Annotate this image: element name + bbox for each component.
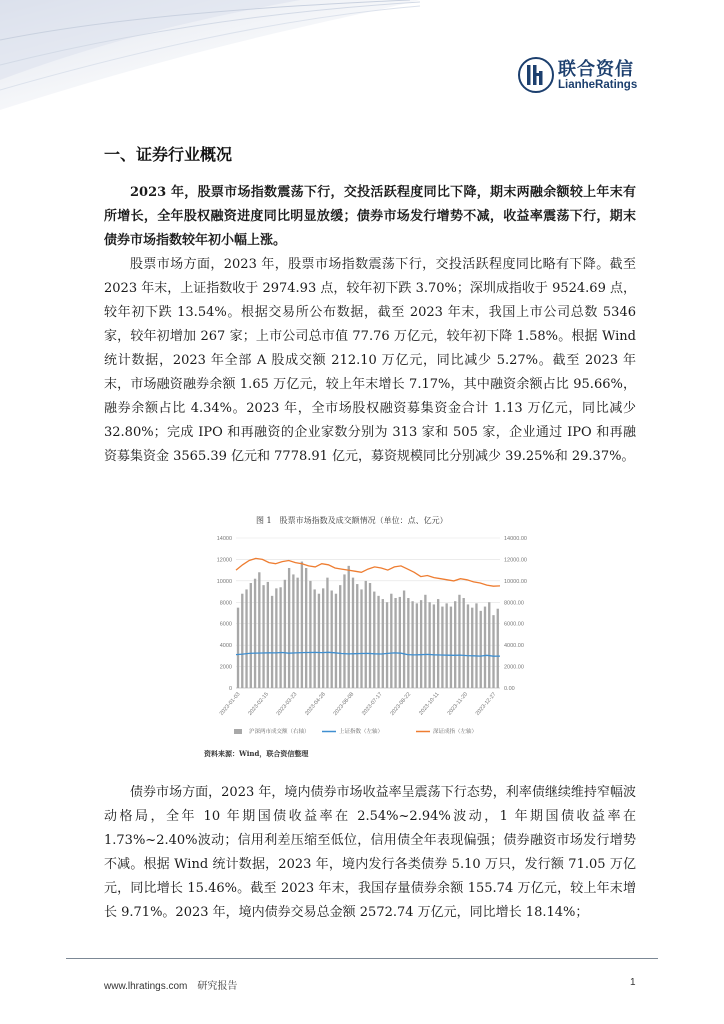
turnover-bar: [313, 589, 315, 688]
x-axis-tick-label: 2023-03-23: [275, 691, 299, 717]
turnover-bar: [369, 583, 371, 688]
turnover-bar: [296, 578, 298, 688]
turnover-bar: [450, 607, 452, 688]
turnover-bar: [284, 580, 286, 688]
turnover-bar: [262, 585, 264, 688]
turnover-bar: [411, 601, 413, 688]
right-axis-tick-label: 2000.00: [504, 664, 524, 671]
left-axis-tick-label: 10000: [216, 578, 232, 585]
footer-website-link[interactable]: www.lhratings.com: [104, 981, 188, 992]
turnover-bar: [322, 588, 324, 688]
turnover-bar: [463, 598, 465, 688]
right-axis-tick-label: 4000.00: [504, 643, 524, 650]
turnover-bar: [420, 600, 422, 688]
turnover-bar: [467, 604, 469, 688]
right-axis-tick-label: 6000.00: [504, 621, 524, 628]
right-axis-tick-label: 14000.00: [504, 536, 527, 542]
figure-title: 图 1 股票市场指数及成交额情况（单位：点、亿元）: [256, 516, 448, 525]
turnover-bar: [382, 599, 384, 688]
section-title: 一、证券行业概况: [104, 145, 233, 164]
turnover-bar: [348, 566, 350, 688]
chart-bars-turnover: [237, 562, 499, 688]
turnover-bar: [254, 579, 256, 688]
x-axis-tick-label: 2023-06-08: [332, 691, 356, 717]
x-axis-ticks: [219, 691, 498, 716]
right-axis-tick-label: 0.00: [504, 686, 515, 692]
turnover-bar: [339, 585, 341, 688]
x-axis-tick-label: 2023-11-20: [446, 691, 470, 717]
turnover-bar: [416, 603, 418, 688]
header-wave-decoration: [0, 0, 420, 120]
lianhe-logo-icon: [518, 57, 554, 93]
turnover-bar: [335, 594, 337, 688]
turnover-bar: [288, 568, 290, 688]
summary-paragraph: 2023 年，股票市场指数震荡下行，交投活跃程度同比下降，期末两融余额较上年末有所增长，全年股权融资进度同比明显放缓；债券市场发行增势不减，收益率震荡下行，期末债券市场指数较年初小幅上涨。: [104, 185, 636, 248]
series-line: [236, 558, 500, 586]
footer-label: 研究报告: [197, 981, 238, 992]
right-axis-ticks: [504, 536, 527, 692]
turnover-bar: [356, 584, 358, 688]
turnover-bar: [301, 562, 303, 688]
turnover-bar: [488, 602, 490, 688]
left-axis-tick-label: 0: [228, 686, 232, 692]
left-axis-tick-label: 4000: [219, 643, 232, 650]
turnover-bar: [365, 581, 367, 688]
turnover-bar: [480, 611, 482, 688]
turnover-bar: [484, 607, 486, 688]
x-axis-tick-label: 2023-08-22: [389, 691, 413, 717]
turnover-bar: [475, 603, 477, 688]
turnover-bar: [377, 596, 379, 688]
x-axis-tick-label: 2023-07-17: [361, 691, 384, 717]
right-axis-tick-label: 8000.00: [504, 600, 524, 607]
turnover-bar: [445, 603, 447, 688]
turnover-bar: [271, 596, 273, 688]
legend-label: 沪深两市成交额（右轴）: [249, 729, 310, 735]
stock-index-chart: [200, 508, 540, 756]
left-axis-tick-label: 12000: [216, 557, 232, 564]
x-axis-tick-label: 2023-02-15: [247, 691, 270, 717]
turnover-bar: [441, 607, 443, 688]
figure-source: 资料来源：Wind，联合资信整理: [204, 749, 309, 758]
legend-swatch-bar: [234, 729, 242, 734]
turnover-bar: [292, 574, 294, 688]
legend-label: 深证成指（左轴）: [433, 729, 478, 735]
brand-name-en: LianheRatings: [558, 79, 638, 91]
turnover-bar: [352, 578, 354, 688]
turnover-bar: [433, 604, 435, 688]
chart-legend: [234, 727, 477, 735]
turnover-bar: [497, 609, 499, 688]
turnover-bar: [279, 587, 281, 688]
x-axis-tick-label: 2023-10-11: [418, 691, 441, 717]
bond-paragraph: 债券市场方面，2023 年，境内债券市场收益率呈震荡下行态势，利率债继续维持窄幅波动格局，全年 10 年期国债收益率在 2.54%~2.94%波动，1 年期国债收益率在 1.73%~2.40%波动；信用利差压缩至低位，信用债全年表现偏强；债券融资市场发行增势不减。根据 Wind 统计数据，2023 年，境内发行各类债券 5.10 万只，发行额 71.05 万亿元，同比增长 15.46%。截至 2023 年末，我国存量债券余额 155.74 万亿元，较上年末增长 9.71%。2023 年，境内债券交易总金额 2572.74 万亿元，同比增长 18.14%；: [104, 785, 636, 920]
turnover-bar: [258, 572, 260, 688]
turnover-bar: [390, 594, 392, 688]
right-axis-tick-label: 12000.00: [504, 557, 527, 564]
turnover-bar: [454, 601, 456, 688]
turnover-bar: [245, 589, 247, 688]
turnover-bar: [424, 595, 426, 688]
turnover-bar: [305, 568, 307, 688]
turnover-bar: [373, 592, 375, 688]
page-number: 1: [630, 977, 636, 988]
footer-info: [104, 977, 237, 992]
turnover-bar: [407, 598, 409, 688]
left-axis-tick-label: 8000: [219, 600, 232, 607]
left-axis-tick-label: 2000: [219, 664, 232, 671]
footer-divider: [66, 958, 658, 959]
turnover-bar: [250, 583, 252, 688]
turnover-bar: [492, 615, 494, 688]
brand-name-cn: 联合资信: [558, 59, 634, 80]
turnover-bar: [275, 588, 277, 688]
turnover-bar: [386, 602, 388, 688]
turnover-bar: [318, 594, 320, 688]
x-axis-tick-label: 2023-04-28: [304, 691, 327, 717]
turnover-bar: [267, 582, 269, 688]
turnover-bar: [428, 602, 430, 688]
left-axis-tick-label: 14000: [216, 536, 232, 542]
turnover-bar: [458, 595, 460, 688]
turnover-bar: [331, 591, 333, 689]
legend-label: 上证指数（左轴）: [339, 729, 384, 735]
left-axis-ticks: [217, 536, 232, 692]
turnover-bar: [399, 597, 401, 688]
stock-paragraph: 股票市场方面，2023 年，股票市场指数震荡下行，交投活跃程度同比略有下降。截至 2023 年末，上证指数收于 2974.93 点，较年初下跌 3.70%；深圳成指收于 9524.69 点，较年初下跌 13.54%。根据交易所公布数据，截至 2023 年末，我国上市公司总数 5346 家，较年初增加 267 家；上市公司总市值 77.76 万亿元，较年初下降 1.58%。根据 Wind 统计数据，2023 年全部 A 股成交额 212.10 万亿元，同比减少 5.27%。截至 2023 年末，市场融资融券余额 1.65 万亿元，较上年末增长 7.17%，其中融资余额占比 95.66%，融券余额占比 4.34%。2023 年，全市场股权融资募集资金合计 1.13 万亿元，同比减少 32.80%；完成 IPO 和再融资的企业家数分别为 313 家和 505 家，企业通过 IPO 和再融资募集资金 3565.39 亿元和 7778.91 亿元，募资规模同比分别减少 39.25%和 29.37%。: [104, 257, 636, 464]
brand-logo: [518, 55, 648, 95]
right-axis-tick-label: 10000.00: [504, 578, 527, 585]
turnover-bar: [343, 574, 345, 688]
turnover-bar: [360, 589, 362, 688]
x-axis-tick-label: 2023-12-27: [474, 691, 498, 717]
turnover-bar: [437, 599, 439, 688]
left-axis-tick-label: 6000: [219, 621, 232, 628]
turnover-bar: [471, 608, 473, 688]
turnover-bar: [326, 578, 328, 688]
turnover-bar: [403, 591, 405, 689]
turnover-bar: [394, 598, 396, 688]
turnover-bar: [237, 608, 239, 688]
x-axis-tick-label: 2023-01-03: [218, 691, 242, 717]
turnover-bar: [309, 581, 311, 688]
turnover-bar: [241, 594, 243, 688]
